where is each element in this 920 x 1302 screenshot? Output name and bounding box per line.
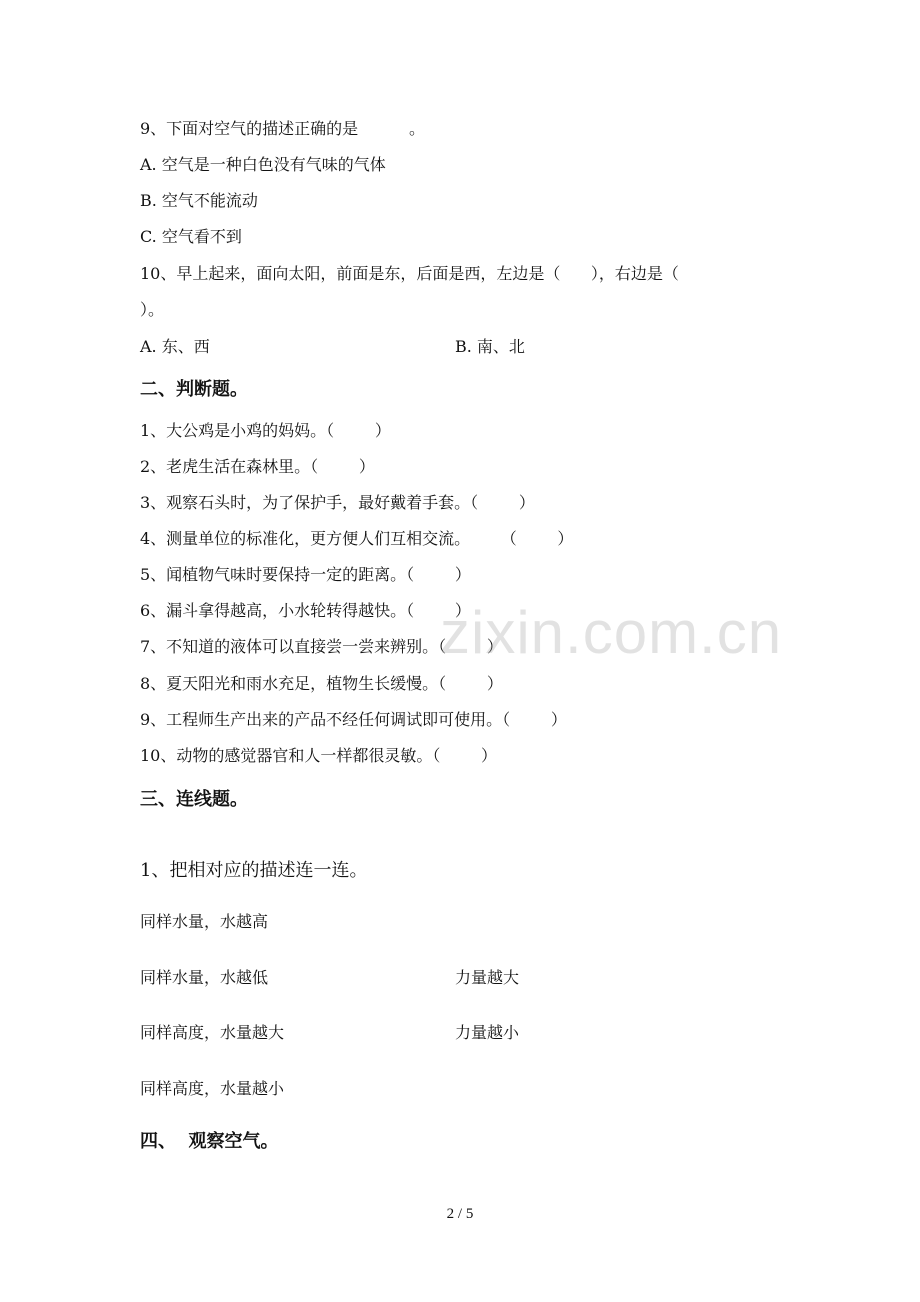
watermark: zixin.com.cn xyxy=(440,599,783,666)
question-10-option-a: A. 东、西 xyxy=(140,337,210,356)
question-9-option-b: B. 空气不能流动 xyxy=(140,191,258,210)
page-number: 2 / 5 xyxy=(446,1206,474,1222)
matching-left-2: 同样水量，水越低 xyxy=(140,968,269,987)
question-10-line-1: 10、早上起来，面向太阳，前面是东，后面是西，左边是（ ），右边是（ xyxy=(140,264,679,283)
section-2-title: 二、判断题。 xyxy=(140,379,248,400)
judge-item-1: 1、大公鸡是小鸡的妈妈。（ ） xyxy=(140,421,391,440)
judge-item-6: 6、漏斗拿得越高，小水轮转得越快。（ ） xyxy=(140,601,471,620)
matching-question-1: 1、把相对应的描述连一连。 xyxy=(140,860,368,881)
judge-item-10: 10、动物的感觉器官和人一样都很灵敏。（ ） xyxy=(140,746,498,765)
matching-left-4: 同样高度，水量越小 xyxy=(140,1079,285,1098)
question-9: 9、下面对空气的描述正确的是 。 xyxy=(140,119,426,138)
matching-left-1: 同样水量，水越高 xyxy=(140,912,269,931)
matching-left-3: 同样高度，水量越大 xyxy=(140,1023,285,1042)
matching-right-1: 力量越大 xyxy=(455,968,520,987)
question-9-option-c: C. 空气看不到 xyxy=(140,227,242,246)
judge-item-7: 7、不知道的液体可以直接尝一尝来辨别。（ ） xyxy=(140,637,503,656)
section-3-title: 三、连线题。 xyxy=(140,789,248,810)
judge-item-4: 4、测量单位的标准化，更方便人们互相交流。 （ ） xyxy=(140,529,574,548)
question-9-option-a: A. 空气是一种白色没有气味的气体 xyxy=(140,155,386,174)
judge-item-3: 3、观察石头时，为了保护手，最好戴着手套。（ ） xyxy=(140,493,535,512)
question-10-option-b: B. 南、北 xyxy=(455,337,525,356)
section-4-title: 四、 观察空气。 xyxy=(140,1131,279,1152)
question-10-line-2: ）。 xyxy=(140,300,165,319)
judge-item-9: 9、工程师生产出来的产品不经任何调试即可使用。（ ） xyxy=(140,710,567,729)
judge-item-5: 5、闻植物气味时要保持一定的距离。（ ） xyxy=(140,565,471,584)
judge-item-8: 8、夏天阳光和雨水充足，植物生长缓慢。（ ） xyxy=(140,674,503,693)
judge-item-2: 2、老虎生活在森林里。（ ） xyxy=(140,457,375,476)
matching-right-2: 力量越小 xyxy=(455,1023,520,1042)
